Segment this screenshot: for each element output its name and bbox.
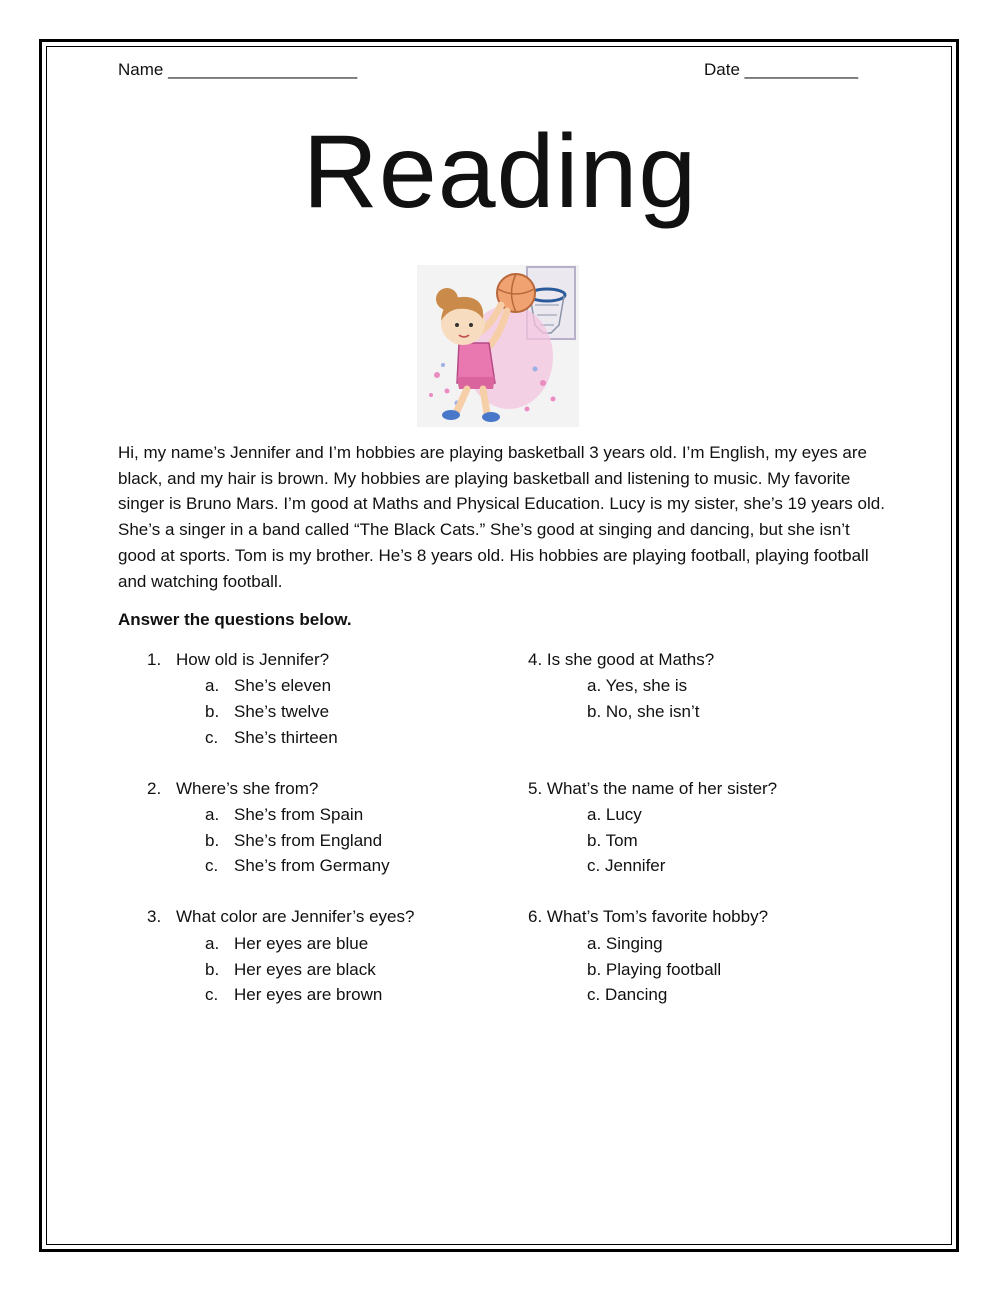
page-title: Reading	[302, 114, 698, 230]
instructions: Answer the questions below.	[118, 610, 352, 629]
question-5-option-a: a. Lucy	[587, 805, 642, 824]
question-text: What color are Jennifer’s eyes?	[176, 907, 415, 926]
reading-passage: Hi, my name’s Jennifer and I’m hobbies are playing basketball 3 years old. I’m English, my eyes are black, and my hair is brown. My hobbies are playing basketball and listening to music. My favorite singer is Bruno Mars. I’m good at Maths and Physical Education. Lucy is my sister, she’s 19 years old. She’s a singer in a band called “The Black Cats.” She’s good at singing and dancing, but she isn’t good at sports. Tom is my brother. He’s 8 years old. His hobbies are playing football, playing football and watching football.	[118, 443, 885, 591]
question-3-option-b: b. Her eyes are black	[205, 960, 376, 979]
question-5-option-c: c. Jennifer	[587, 856, 666, 875]
question-4-option-b: b. No, she isn’t	[587, 702, 700, 721]
question-5-option-b: b. Tom	[587, 831, 638, 850]
question-6-option-a: a. Singing	[587, 934, 663, 953]
question-6-option-b: b. Playing football	[587, 960, 722, 979]
question-1-option-c: c. She’s thirteen	[205, 728, 338, 747]
question-1-option-a: a. She’s eleven	[205, 676, 332, 695]
question-number: 1.	[147, 650, 162, 669]
question-3	[147, 907, 414, 927]
question-2-option-a: a. She’s from Spain	[205, 805, 364, 824]
question-3-option-a: a. Her eyes are blue	[205, 934, 369, 953]
question-1	[147, 650, 329, 670]
question-2-option-c: c. She’s from Germany	[205, 856, 390, 875]
girl-playing-basketball-illustration	[417, 265, 579, 427]
date-field: Date ____________	[704, 60, 859, 79]
question-4-option-a: a. Yes, she is	[587, 676, 688, 695]
question-4: 4. Is she good at Maths?	[528, 650, 715, 669]
question-2-option-b: b. She’s from England	[205, 831, 383, 850]
question-3-option-c: c. Her eyes are brown	[205, 985, 383, 1004]
question-text: How old is Jennifer?	[176, 650, 330, 669]
question-text: Where’s she from?	[176, 779, 319, 798]
question-1-option-b: b. She’s twelve	[205, 702, 330, 721]
question-6: 6. What’s Tom’s favorite hobby?	[528, 907, 769, 926]
question-number: 3.	[147, 907, 162, 926]
question-5: 5. What’s the name of her sister?	[528, 779, 778, 798]
question-2	[147, 779, 318, 799]
question-number: 2.	[147, 779, 162, 798]
name-field: Name ____________________	[118, 60, 358, 79]
question-6-option-c: c. Dancing	[587, 985, 668, 1004]
